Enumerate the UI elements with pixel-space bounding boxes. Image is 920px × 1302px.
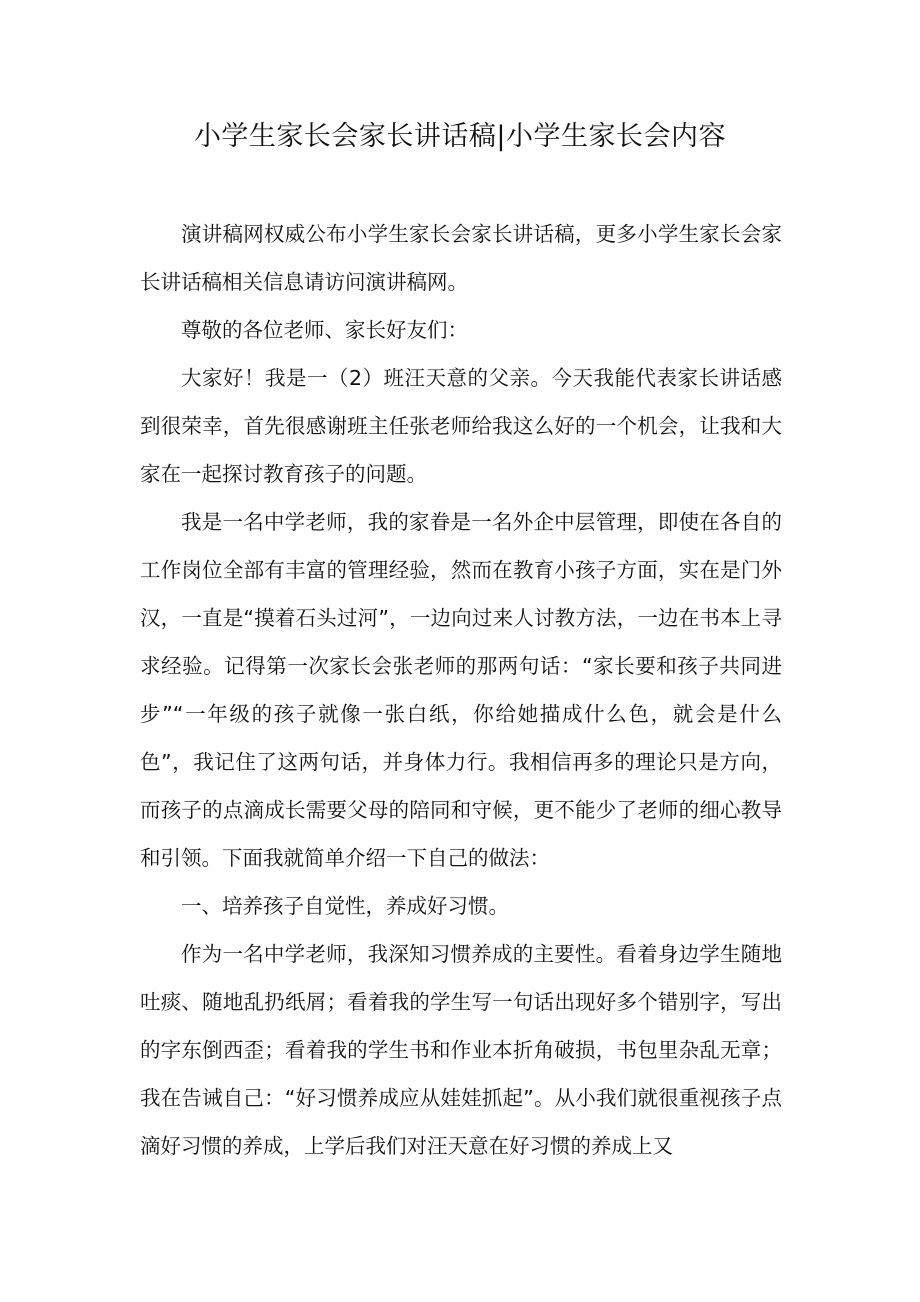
document-title: 小学生家长会家长讲话稿|小学生家长会内容 (193, 121, 727, 152)
document-body (140, 210, 782, 1170)
paragraph-salutation: 尊敬的各位老师、家长好友们： (181, 318, 468, 342)
paragraph-intro: 演讲稿网权威公布小学生家长会家长讲话稿，更多小学生家长会家长讲话稿相关信息请访问演讲稿网。 (140, 222, 782, 294)
paragraph-greeting: 大家好！我是一（2）班汪天意的父亲。今天我能代表家长讲话感到很荣幸，首先很感谢班主任张老师给我这么好的一个机会，让我和大家在一起探讨教育孩子的问题。 (140, 366, 782, 486)
paragraph-section-heading: 一、培养孩子自觉性，养成好习惯。 (181, 894, 509, 918)
paragraph-habits: 作为一名中学老师，我深知习惯养成的主要性。看着身边学生随地吐痰、随地乱扔纸屑；看着我的学生写一句话出现好多个错别字，写出的字东倒西歪；看着我的学生书和作业本折角破损，书包里杂乱无章；我在告诫自己：“好习惯养成应从娃娃抓起”。从小我们就很重视孩子点滴好习惯的养成，上学后我们对汪天意在好习惯的养成上又 (140, 942, 782, 1158)
paragraph-background: 我是一名中学老师，我的家眷是一名外企中层管理，即使在各自的工作岗位全部有丰富的管理经验，然而在教育小孩子方面，实在是门外汉，一直是“摸着石头过河”，一边向过来人讨教方法，一边在书本上寻求经验。记得第一次家长会张老师的那两句话：“家长要和孩子共同进步”“一年级的孩子就像一张白纸，你给她描成什么色，就会是什么色”，我记住了这两句话，并身体力行。我相信再多的理论只是方向，而孩子的点滴成长需要父母的陪同和守候，更不能少了老师的细心教导和引领。下面我就简单介绍一下自己的做法： (140, 510, 782, 870)
